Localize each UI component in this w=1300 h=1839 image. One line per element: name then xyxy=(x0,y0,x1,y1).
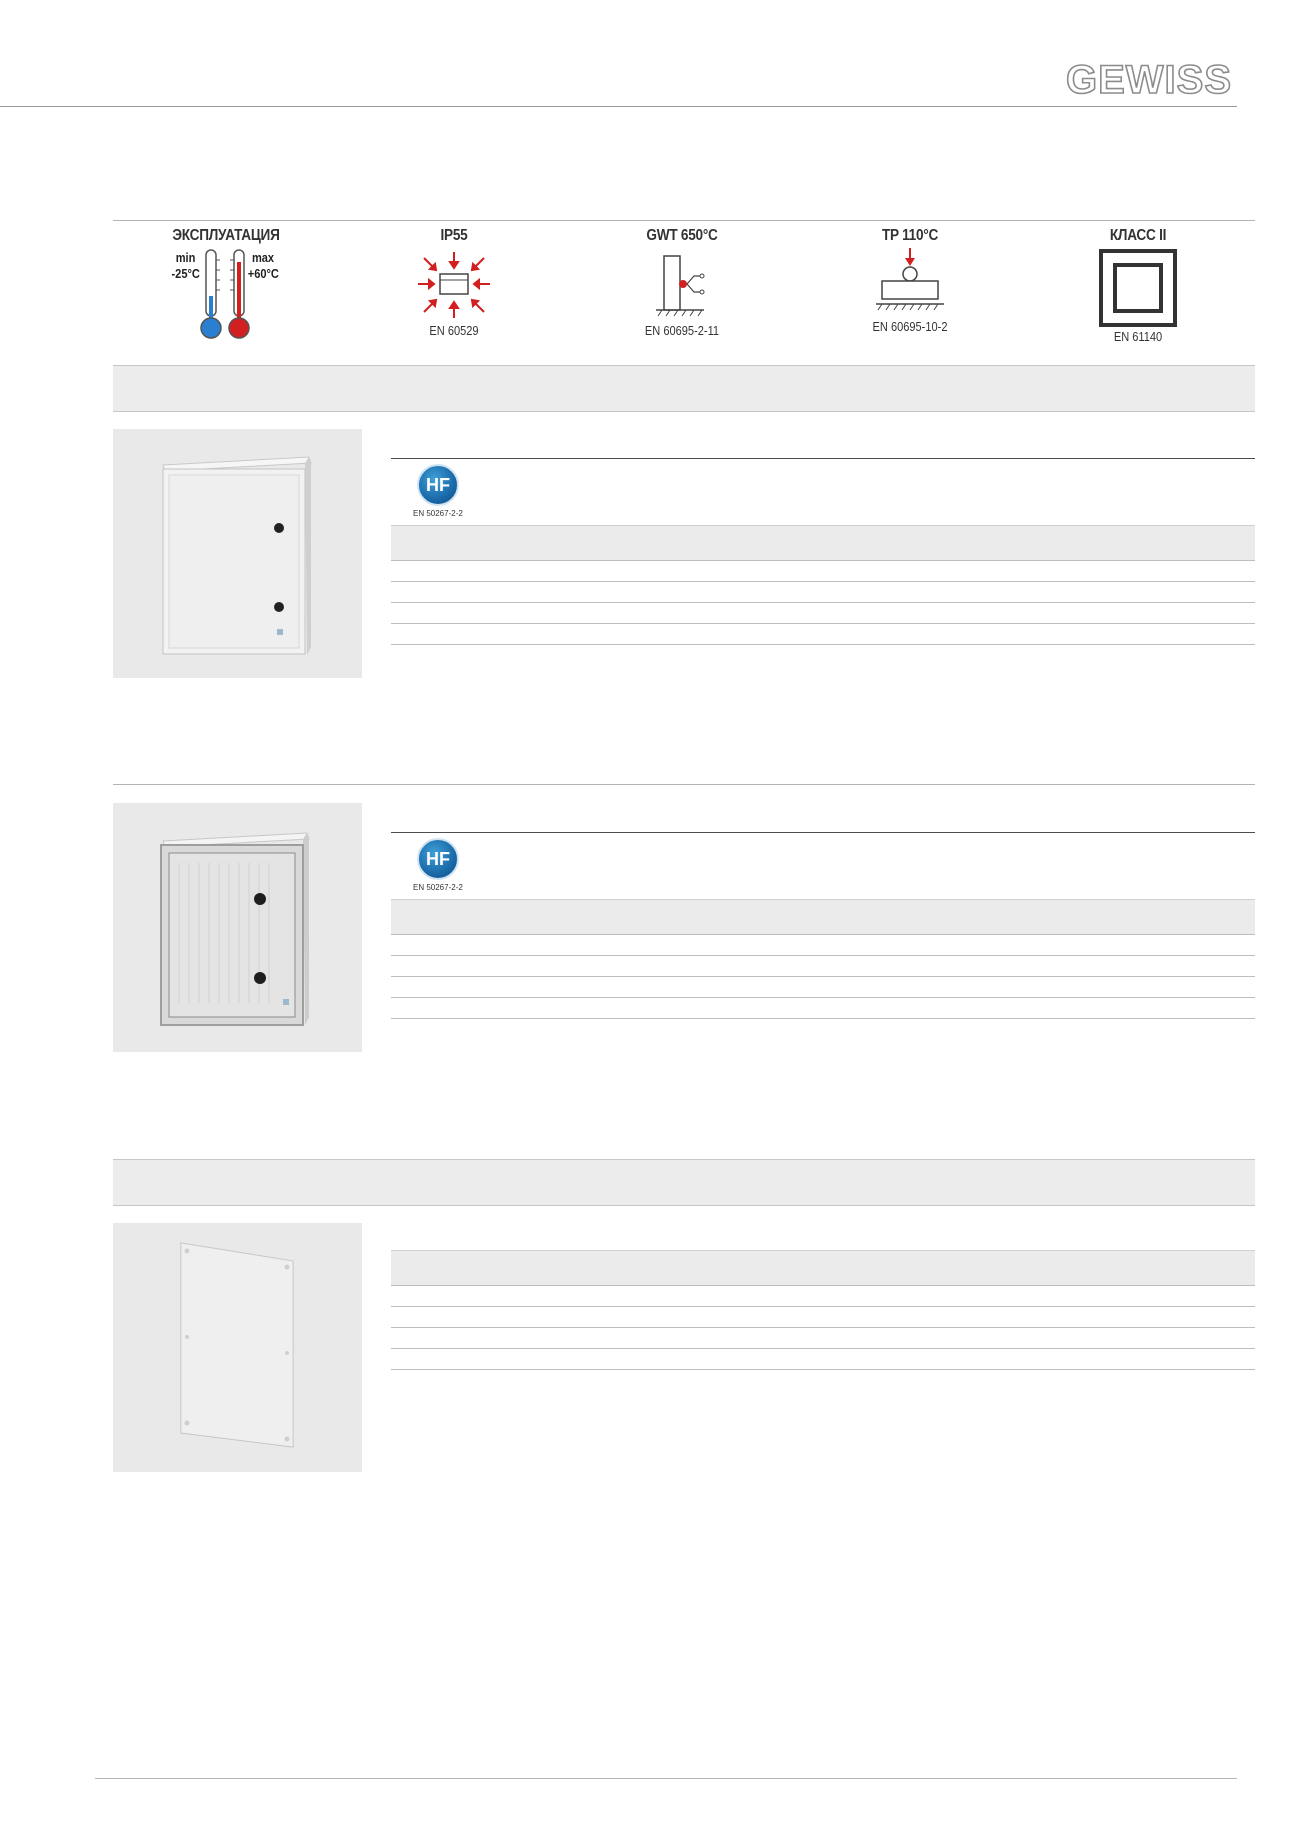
feature-standard: EN 60695-10-2 xyxy=(872,319,948,334)
section-header-band xyxy=(113,1159,1255,1206)
table-header xyxy=(391,899,1255,935)
table-row xyxy=(391,998,1255,1019)
ingress-protection-icon xyxy=(414,250,494,320)
enclosure-illustration xyxy=(113,803,362,1052)
hf-standard: EN 50267-2-2 xyxy=(413,883,463,892)
feature-standard: EN 60529 xyxy=(429,323,479,338)
table-row xyxy=(391,1349,1255,1370)
gewiss-logo: GEWISS xyxy=(1066,58,1233,102)
footer-rule xyxy=(95,1778,1237,1779)
table-row xyxy=(391,977,1255,998)
feature-operating-temperature xyxy=(141,226,311,351)
feature-title: GWT 650°C xyxy=(646,227,718,244)
thermometer-icon xyxy=(196,248,256,344)
mounting-plate-image xyxy=(113,1223,362,1472)
table-row xyxy=(391,1307,1255,1328)
table-row xyxy=(391,582,1255,603)
min-label: min xyxy=(175,250,196,265)
table-row xyxy=(391,935,1255,956)
ball-pressure-test-icon xyxy=(870,246,950,316)
feature-glow-wire-test xyxy=(597,226,767,351)
feature-strip-top-rule xyxy=(113,220,1255,221)
min-value: -25°C xyxy=(171,266,200,281)
max-value: +60°C xyxy=(247,266,279,281)
table-header xyxy=(391,1250,1255,1286)
feature-standard: EN 60695-2-11 xyxy=(644,323,720,338)
table-row xyxy=(391,561,1255,582)
table-header xyxy=(391,525,1255,561)
product-table-opaque xyxy=(391,458,1255,645)
table-row xyxy=(391,1328,1255,1349)
hf-certification xyxy=(391,833,1255,899)
section-divider xyxy=(113,784,1255,785)
feature-class-ii xyxy=(1053,226,1223,351)
enclosure-illustration xyxy=(113,429,362,678)
hf-certification xyxy=(391,459,1255,525)
feature-ip-rating xyxy=(369,226,539,351)
mounting-plate-illustration xyxy=(113,1223,362,1472)
section-header-band xyxy=(113,365,1255,412)
class-ii-insulation-icon xyxy=(1098,248,1178,328)
hf-badge-icon: HF xyxy=(417,464,459,506)
table-row xyxy=(391,603,1255,624)
opaque-enclosure-image xyxy=(113,429,362,678)
feature-title: TP 110°C xyxy=(881,227,939,244)
table-row xyxy=(391,956,1255,977)
max-label: max xyxy=(251,250,275,265)
feature-standard: EN 61140 xyxy=(1113,329,1163,344)
hf-badge-icon: HF xyxy=(417,838,459,880)
glow-wire-test-icon xyxy=(642,250,722,320)
transparent-enclosure-image xyxy=(113,803,362,1052)
feature-title: IP55 xyxy=(440,227,468,244)
feature-title: ЭКСПЛУАТАЦИЯ xyxy=(172,227,280,244)
header-divider xyxy=(0,106,1237,107)
hf-standard: EN 50267-2-2 xyxy=(413,509,463,518)
feature-ball-pressure-test xyxy=(825,226,995,351)
product-table-transparent xyxy=(391,832,1255,1019)
feature-title: КЛАСС II xyxy=(1109,227,1167,244)
table-row xyxy=(391,1286,1255,1307)
product-table-mounting-plate xyxy=(391,1250,1255,1370)
table-row xyxy=(391,624,1255,645)
